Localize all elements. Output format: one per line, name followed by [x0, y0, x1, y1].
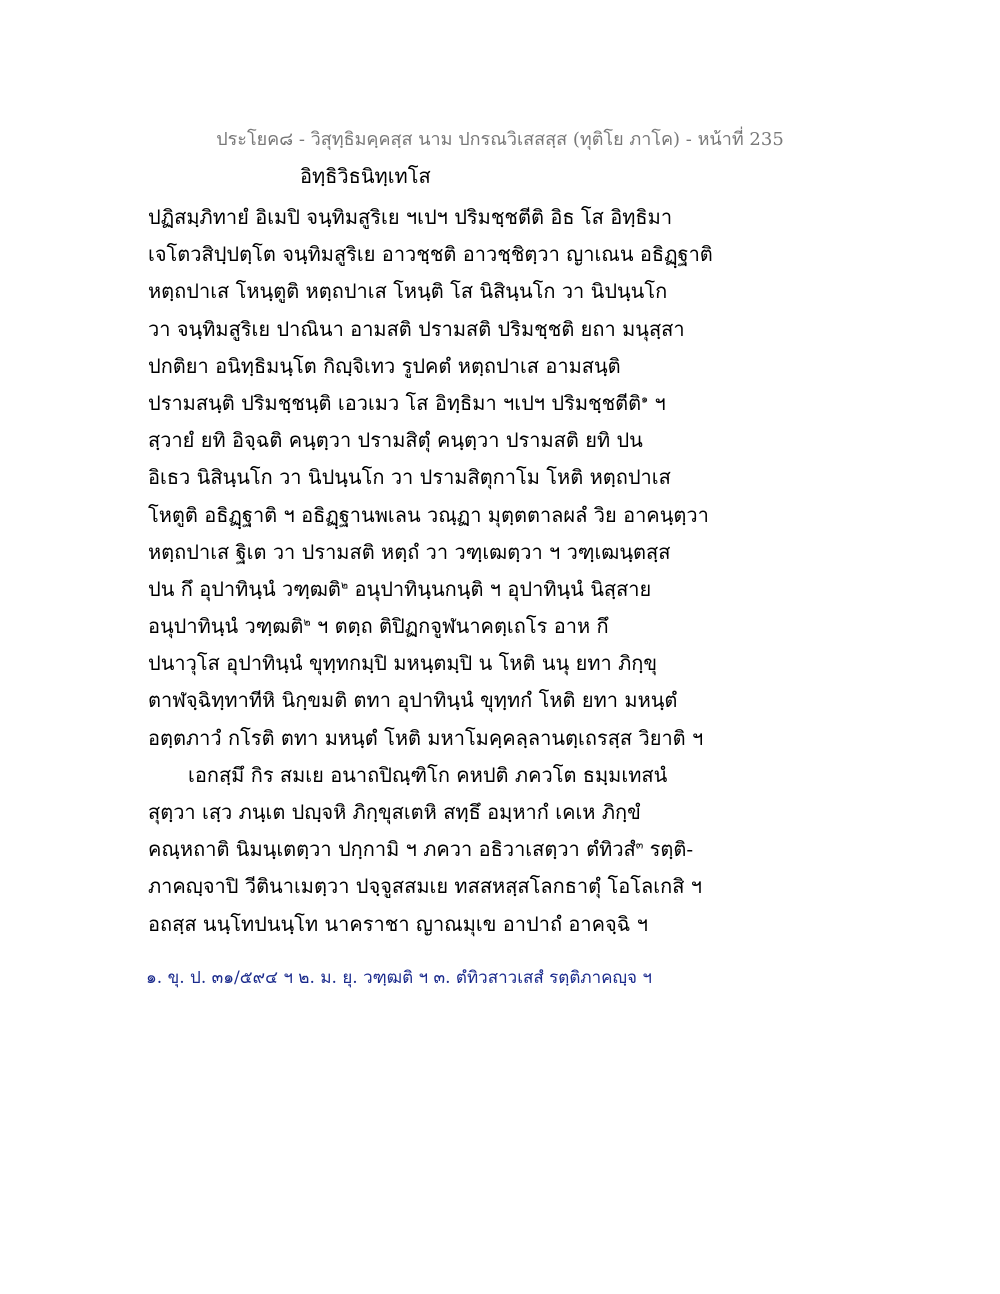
footnote-marker: ๑ — [641, 392, 649, 406]
text-line: อถสฺส นนฺโทปนนฺโท นาคราชา ญาณมุเข อาปาถํ อาคจฺฉิ ฯ — [148, 911, 648, 936]
text-line: สฺวายํ ยทิ อิจฺฉติ คนฺตฺวา ปรามสิตุํ คนฺตฺวา ปรามสติ ยทิ ปน — [148, 428, 643, 453]
text-line: ตาฬจฺฉิทฺทาทีหิ นิกฺขมติ ตทา อุปาทินฺนํ ขุทฺทกํ โหติ ยทา มหนฺตํ — [148, 688, 678, 713]
text-line: ปรามสนฺติ ปริมชฺชนฺติ เอวเมว โส อิทฺธิมา ฯเปฯ ปริมชฺชตีติ$^๑$ ฯ — [148, 390, 666, 415]
text-line: เจโตวสิปฺปตฺโต จนฺทิมสูริเย อาวชฺชติ อาวชฺชิตฺวา ญาเณน อธิฏฺฐาติ — [148, 242, 713, 267]
text-line: สุตฺวา เสฺว ภนฺเต ปญฺจหิ ภิกฺขุสเตหิ สทฺธึ อมฺหากํ เคเห ภิกฺขํ — [148, 800, 641, 824]
section-title: อิทฺธิวิธนิทฺเทโส — [300, 164, 431, 188]
paragraph-first-line: เอกสฺมึ กิร สมเย อนาถปิณฺฑิโก คหปติ ภควโต ธมฺมเทสนํ — [188, 762, 668, 787]
text-line: อิเธว นิสินฺนโก วา นิปนฺนโก วา ปรามสิตุกาโม โหติ หตฺถปาเส — [148, 465, 671, 490]
text-line: หตฺถปาเส ฐิเต วา ปรามสติ หตฺถํ วา วฑฺเฒตฺวา ฯ วฑฺเฒนฺตสฺส — [148, 539, 671, 564]
text-line: คณฺหถาติ นิมนฺเตตฺวา ปกฺกามิ ฯ ภควา อธิวาเสตฺวา ตํทิวสํ$^๓$ รตฺติ- — [148, 837, 694, 862]
text-line: ปกติยา อนิทฺธิมนฺโต กิญฺจิเทว รูปคตํ หตฺถปาเส อามสนฺติ — [148, 353, 621, 378]
body-text — [148, 199, 713, 943]
text-line: อนุปาทินฺนํ วฑฺฒติ$^๒$ ฯ ตตฺถ ติปิฏกจูฬนาคตฺเถโร อาห กึ — [148, 614, 609, 639]
text-line: โหตูติ อธิฏฺฐาติ ฯ อธิฏฺฐานพเลน วณฺฏา มุตฺตตาลผลํ วิย อาคนฺตฺวา — [148, 502, 709, 527]
text-line: ภาคญฺจาปิ วีตินาเมตฺวา ปจฺจูสสมเย ทสสหสฺสโลกธาตุํ โอโลเกสิ ฯ — [148, 874, 703, 899]
text-line: ปนาวุโส อุปาทินฺนํ ขุทฺทกมฺปิ มหนฺตมฺปิ น โหติ นนุ ยทา ภิกฺขุ — [148, 651, 658, 676]
text-line: หตฺถปาเส โหนฺตูติ หตฺถปาเส โหนฺติ โส นิสินฺนโก วา นิปนฺนโก — [148, 279, 668, 304]
footnote-marker: ๒ — [303, 615, 311, 629]
footnote-marker: ๒ — [340, 578, 349, 592]
text-line: ปน กึ อุปาทินฺนํ วฑฺฒติ$^๒$ อนุปาทินฺนกนฺติ ฯ อุปาทินฺนํ นิสฺสาย — [148, 576, 652, 601]
running-header: ประโยค๘ - วิสุทฺธิมคฺคสฺส นาม ปกรณวิเสสสฺส (ทุติโย ภาโค) - หน้าที่ 235 — [216, 129, 784, 150]
footnotes: ๑. ขุ. ป. ๓๑/๕๙๔ ฯ ๒. ม. ยุ. วฑฺฒติ ฯ ๓. ตํทิวสาวเสสํ รตฺติภาคญฺจ ฯ — [146, 968, 652, 988]
text-line: วา จนฺทิมสูริเย ปาณินา อามสติ ปรามสติ ปริมชฺชติ ยถา มนุสฺสา — [148, 316, 685, 341]
text-line: อตฺตภาวํ กโรติ ตทา มหนฺตํ โหติ มหาโมคฺคลฺลานตฺเถรสฺส วิยาติ ฯ — [148, 725, 704, 750]
text-line: ปฏิสมฺภิทายํ อิเมปิ จนฺทิมสูริเย ฯเปฯ ปริมชฺชตีติ อิธ โส อิทฺธิมา — [148, 205, 673, 229]
footnote-marker: ๓ — [635, 838, 644, 852]
